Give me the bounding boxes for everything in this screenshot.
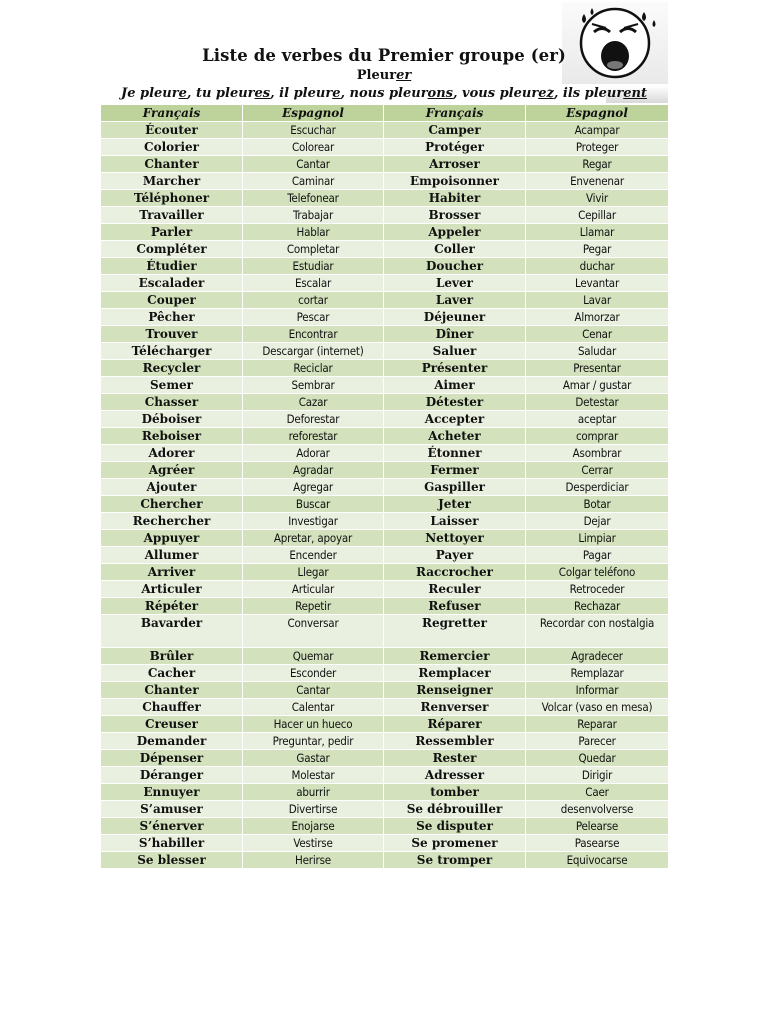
cell-francais: Aimer — [384, 377, 526, 394]
cell-espagnol: reforestar — [243, 428, 384, 445]
cell-espagnol: Agradecer — [526, 648, 669, 665]
cell-francais: Articuler — [101, 581, 243, 598]
conjugation-text: , ils pleur — [553, 86, 624, 101]
cell-francais: Fermer — [384, 462, 526, 479]
cell-espagnol: Desperdiciar — [526, 479, 669, 496]
table-row — [101, 852, 669, 869]
table-row — [101, 699, 669, 716]
cell-francais: Se débrouiller — [384, 801, 526, 818]
cell-espagnol: Quedar — [526, 750, 669, 767]
cell-francais: Nettoyer — [384, 530, 526, 547]
cell-francais: Travailler — [101, 207, 243, 224]
cell-francais: Marcher — [101, 173, 243, 190]
cell-espagnol: Adorar — [243, 445, 384, 462]
cell-francais: Appuyer — [101, 530, 243, 547]
cell-francais: Laisser — [384, 513, 526, 530]
conjugation-text: , tu pleur — [186, 86, 255, 101]
cell-espagnol: Agregar — [243, 479, 384, 496]
table-row — [101, 733, 669, 750]
header-francais-2: Français — [384, 105, 526, 122]
cell-francais: Colorier — [101, 139, 243, 156]
cell-espagnol: Quemar — [243, 648, 384, 665]
table-row — [101, 496, 669, 513]
table-row — [101, 767, 669, 784]
cell-francais: Présenter — [384, 360, 526, 377]
cell-francais: Dépenser — [101, 750, 243, 767]
cell-espagnol: Proteger — [526, 139, 669, 156]
cell-espagnol: Conversar — [243, 615, 384, 648]
verb-table — [100, 104, 669, 869]
cell-francais: Ennuyer — [101, 784, 243, 801]
verb-stem: Pleur — [356, 68, 397, 83]
cell-espagnol: Hacer un hueco — [243, 716, 384, 733]
cell-espagnol: Molestar — [243, 767, 384, 784]
cell-francais: Demander — [101, 733, 243, 750]
cell-espagnol: Caer — [526, 784, 669, 801]
table-row — [101, 309, 669, 326]
table-row — [101, 682, 669, 699]
cell-espagnol: Detestar — [526, 394, 669, 411]
cell-espagnol: Cenar — [526, 326, 669, 343]
cell-francais: Chasser — [101, 394, 243, 411]
cell-francais: Appeler — [384, 224, 526, 241]
cell-francais: S’habiller — [101, 835, 243, 852]
cell-espagnol: Cepillar — [526, 207, 669, 224]
cell-espagnol: Llamar — [526, 224, 669, 241]
table-row — [101, 258, 669, 275]
cell-francais: Reculer — [384, 581, 526, 598]
cell-espagnol: comprar — [526, 428, 669, 445]
cell-francais: Déboiser — [101, 411, 243, 428]
cell-espagnol: Vivir — [526, 190, 669, 207]
table-row — [101, 411, 669, 428]
cell-francais: Gaspiller — [384, 479, 526, 496]
conjugation-ending: ez — [538, 86, 554, 101]
cell-espagnol: duchar — [526, 258, 669, 275]
cell-espagnol: Asombrar — [526, 445, 669, 462]
cell-espagnol: Estudiar — [243, 258, 384, 275]
cell-francais: Regretter — [384, 615, 526, 648]
cell-francais: Étudier — [101, 258, 243, 275]
cell-francais: S’amuser — [101, 801, 243, 818]
cell-francais: Lever — [384, 275, 526, 292]
cell-francais: Payer — [384, 547, 526, 564]
cell-francais: Chanter — [101, 156, 243, 173]
cell-francais: Refuser — [384, 598, 526, 615]
cell-espagnol: Calentar — [243, 699, 384, 716]
cell-francais: Parler — [101, 224, 243, 241]
cell-francais: Agréer — [101, 462, 243, 479]
table-row — [101, 224, 669, 241]
page-title: Liste de verbes du Premier groupe (er) — [202, 46, 566, 65]
cell-espagnol: Colorear — [243, 139, 384, 156]
table-row — [101, 598, 669, 615]
cell-francais: Trouver — [101, 326, 243, 343]
cell-francais: Coller — [384, 241, 526, 258]
table-row — [101, 479, 669, 496]
cell-francais: Chauffer — [101, 699, 243, 716]
cell-francais: Chanter — [101, 682, 243, 699]
cell-francais: Remplacer — [384, 665, 526, 682]
cell-espagnol: Rechazar — [526, 598, 669, 615]
cell-espagnol: Presentar — [526, 360, 669, 377]
cell-francais: Saluer — [384, 343, 526, 360]
conjugation-text: , nous pleur — [340, 86, 428, 101]
cell-francais: Bavarder — [101, 615, 243, 648]
cell-espagnol: Colgar teléfono — [526, 564, 669, 581]
cell-francais: Télécharger — [101, 343, 243, 360]
table-row — [101, 750, 669, 767]
cell-espagnol: Repetir — [243, 598, 384, 615]
cell-francais: Raccrocher — [384, 564, 526, 581]
cell-francais: Escalader — [101, 275, 243, 292]
table-row — [101, 513, 669, 530]
cell-espagnol: Retroceder — [526, 581, 669, 598]
table-row — [101, 326, 669, 343]
table-row — [101, 835, 669, 852]
cell-francais: Se promener — [384, 835, 526, 852]
cell-espagnol: Reparar — [526, 716, 669, 733]
conjugation-line — [0, 86, 768, 101]
cell-espagnol: Divertirse — [243, 801, 384, 818]
cell-francais: Compléter — [101, 241, 243, 258]
cell-espagnol: Regar — [526, 156, 669, 173]
cell-francais: Renseigner — [384, 682, 526, 699]
cell-francais: Ajouter — [101, 479, 243, 496]
cell-espagnol: Acampar — [526, 122, 669, 139]
cell-francais: Empoisonner — [384, 173, 526, 190]
conjugation-ending: es — [254, 86, 271, 101]
cell-espagnol: Cazar — [243, 394, 384, 411]
table-row — [101, 139, 669, 156]
cell-espagnol: Dirigir — [526, 767, 669, 784]
cell-espagnol: Levantar — [526, 275, 669, 292]
cell-francais: Doucher — [384, 258, 526, 275]
cell-francais: Pêcher — [101, 309, 243, 326]
cell-francais: Adresser — [384, 767, 526, 784]
conjugation-ending: e — [178, 86, 187, 101]
cell-francais: Déjeuner — [384, 309, 526, 326]
cell-espagnol: Informar — [526, 682, 669, 699]
cell-espagnol: Herirse — [243, 852, 384, 869]
table-row — [101, 445, 669, 462]
cell-espagnol: Esconder — [243, 665, 384, 682]
cell-espagnol: Cerrar — [526, 462, 669, 479]
cell-francais: Rechercher — [101, 513, 243, 530]
table-row — [101, 394, 669, 411]
cell-espagnol: Limpiar — [526, 530, 669, 547]
cell-francais: Téléphoner — [101, 190, 243, 207]
cell-espagnol: Vestirse — [243, 835, 384, 852]
cell-espagnol: Parecer — [526, 733, 669, 750]
cell-espagnol: Telefonear — [243, 190, 384, 207]
cell-francais: Déranger — [101, 767, 243, 784]
table-row — [101, 530, 669, 547]
cell-espagnol: Escalar — [243, 275, 384, 292]
cell-espagnol: Cantar — [243, 156, 384, 173]
table-row — [101, 241, 669, 258]
cell-espagnol: Preguntar, pedir — [243, 733, 384, 750]
table-row — [101, 648, 669, 665]
cell-espagnol: Caminar — [243, 173, 384, 190]
cell-francais: Répéter — [101, 598, 243, 615]
cell-espagnol: aburrir — [243, 784, 384, 801]
table-row — [101, 801, 669, 818]
cell-espagnol: Cantar — [243, 682, 384, 699]
conjugation-ending: ons — [427, 86, 453, 101]
cell-espagnol: Lavar — [526, 292, 669, 309]
table-row — [101, 292, 669, 309]
cell-espagnol: Apretar, apoyar — [243, 530, 384, 547]
cell-francais: tomber — [384, 784, 526, 801]
verb-model — [0, 68, 768, 83]
conjugation-text: , vous pleur — [453, 86, 539, 101]
cell-espagnol: Remplazar — [526, 665, 669, 682]
cell-francais: Rester — [384, 750, 526, 767]
table-row — [101, 818, 669, 835]
table-row — [101, 377, 669, 394]
cell-francais: Allumer — [101, 547, 243, 564]
cell-espagnol: Pelearse — [526, 818, 669, 835]
cell-espagnol: Sembrar — [243, 377, 384, 394]
cell-francais: Adorer — [101, 445, 243, 462]
cell-espagnol: Pasearse — [526, 835, 669, 852]
conjugation-ending: ent — [623, 86, 647, 101]
cell-espagnol: Volcar (vaso en mesa) — [526, 699, 669, 716]
table-row — [101, 462, 669, 479]
conjugation-text: Je pleur — [121, 86, 179, 101]
cell-francais: S’énerver — [101, 818, 243, 835]
table-row — [101, 173, 669, 190]
cell-francais: Jeter — [384, 496, 526, 513]
cell-francais: Détester — [384, 394, 526, 411]
cell-francais: Protéger — [384, 139, 526, 156]
table-row — [101, 665, 669, 682]
cell-francais: Camper — [384, 122, 526, 139]
cell-espagnol: Pegar — [526, 241, 669, 258]
cell-francais: Brûler — [101, 648, 243, 665]
cell-francais: Étonner — [384, 445, 526, 462]
cell-espagnol: Almorzar — [526, 309, 669, 326]
table-row — [101, 784, 669, 801]
cell-espagnol: Enojarse — [243, 818, 384, 835]
cell-francais: Semer — [101, 377, 243, 394]
cell-espagnol: aceptar — [526, 411, 669, 428]
cell-francais: Brosser — [384, 207, 526, 224]
table-row — [101, 581, 669, 598]
cell-espagnol: Dejar — [526, 513, 669, 530]
table-row — [101, 428, 669, 445]
cell-francais: Reboiser — [101, 428, 243, 445]
cell-francais: Arroser — [384, 156, 526, 173]
header-espagnol-1: Espagnol — [243, 105, 384, 122]
cell-espagnol: Envenenar — [526, 173, 669, 190]
verb-ending: er — [396, 68, 412, 83]
cell-francais: Creuser — [101, 716, 243, 733]
cell-espagnol: Botar — [526, 496, 669, 513]
cell-espagnol: Escuchar — [243, 122, 384, 139]
cell-espagnol: Agradar — [243, 462, 384, 479]
cell-espagnol: Recordar con nostalgia — [526, 615, 669, 648]
cell-espagnol: Descargar (internet) — [243, 343, 384, 360]
cell-espagnol: Saludar — [526, 343, 669, 360]
cell-francais: Remercier — [384, 648, 526, 665]
table-row — [101, 190, 669, 207]
table-row — [101, 360, 669, 377]
table-row — [101, 122, 669, 139]
header-francais-1: Français — [101, 105, 243, 122]
cell-francais: Réparer — [384, 716, 526, 733]
cell-francais: Accepter — [384, 411, 526, 428]
cell-francais: Arriver — [101, 564, 243, 581]
cell-francais: Acheter — [384, 428, 526, 445]
cell-espagnol: Encontrar — [243, 326, 384, 343]
conjugation-ending: e — [332, 86, 341, 101]
table-row — [101, 564, 669, 581]
cell-espagnol: Llegar — [243, 564, 384, 581]
cell-francais: Recycler — [101, 360, 243, 377]
cell-espagnol: desenvolverse — [526, 801, 669, 818]
cell-espagnol: Pescar — [243, 309, 384, 326]
cell-francais: Chercher — [101, 496, 243, 513]
cell-francais: Cacher — [101, 665, 243, 682]
cell-espagnol: Encender — [243, 547, 384, 564]
cell-espagnol: Hablar — [243, 224, 384, 241]
cell-espagnol: Reciclar — [243, 360, 384, 377]
cell-espagnol: Amar / gustar — [526, 377, 669, 394]
cell-espagnol: Articular — [243, 581, 384, 598]
cell-francais: Ressembler — [384, 733, 526, 750]
table-row — [101, 343, 669, 360]
table-row — [101, 615, 669, 648]
cell-francais: Se disputer — [384, 818, 526, 835]
cell-francais: Renverser — [384, 699, 526, 716]
cell-espagnol: Equivocarse — [526, 852, 669, 869]
header-espagnol-2: Espagnol — [526, 105, 669, 122]
cell-francais: Laver — [384, 292, 526, 309]
table-header-row — [101, 105, 669, 122]
cell-espagnol: Investigar — [243, 513, 384, 530]
cell-francais: Couper — [101, 292, 243, 309]
cell-francais: Se tromper — [384, 852, 526, 869]
cell-espagnol: Buscar — [243, 496, 384, 513]
cell-espagnol: Trabajar — [243, 207, 384, 224]
table-row — [101, 275, 669, 292]
cell-francais: Écouter — [101, 122, 243, 139]
cell-francais: Se blesser — [101, 852, 243, 869]
cell-espagnol: Completar — [243, 241, 384, 258]
cell-espagnol: cortar — [243, 292, 384, 309]
table-row — [101, 547, 669, 564]
cell-francais: Dîner — [384, 326, 526, 343]
cell-espagnol: Pagar — [526, 547, 669, 564]
table-row — [101, 207, 669, 224]
cell-espagnol: Deforestar — [243, 411, 384, 428]
cell-espagnol: Gastar — [243, 750, 384, 767]
cell-francais: Habiter — [384, 190, 526, 207]
table-row — [101, 156, 669, 173]
conjugation-text: , il pleur — [270, 86, 333, 101]
table-row — [101, 716, 669, 733]
